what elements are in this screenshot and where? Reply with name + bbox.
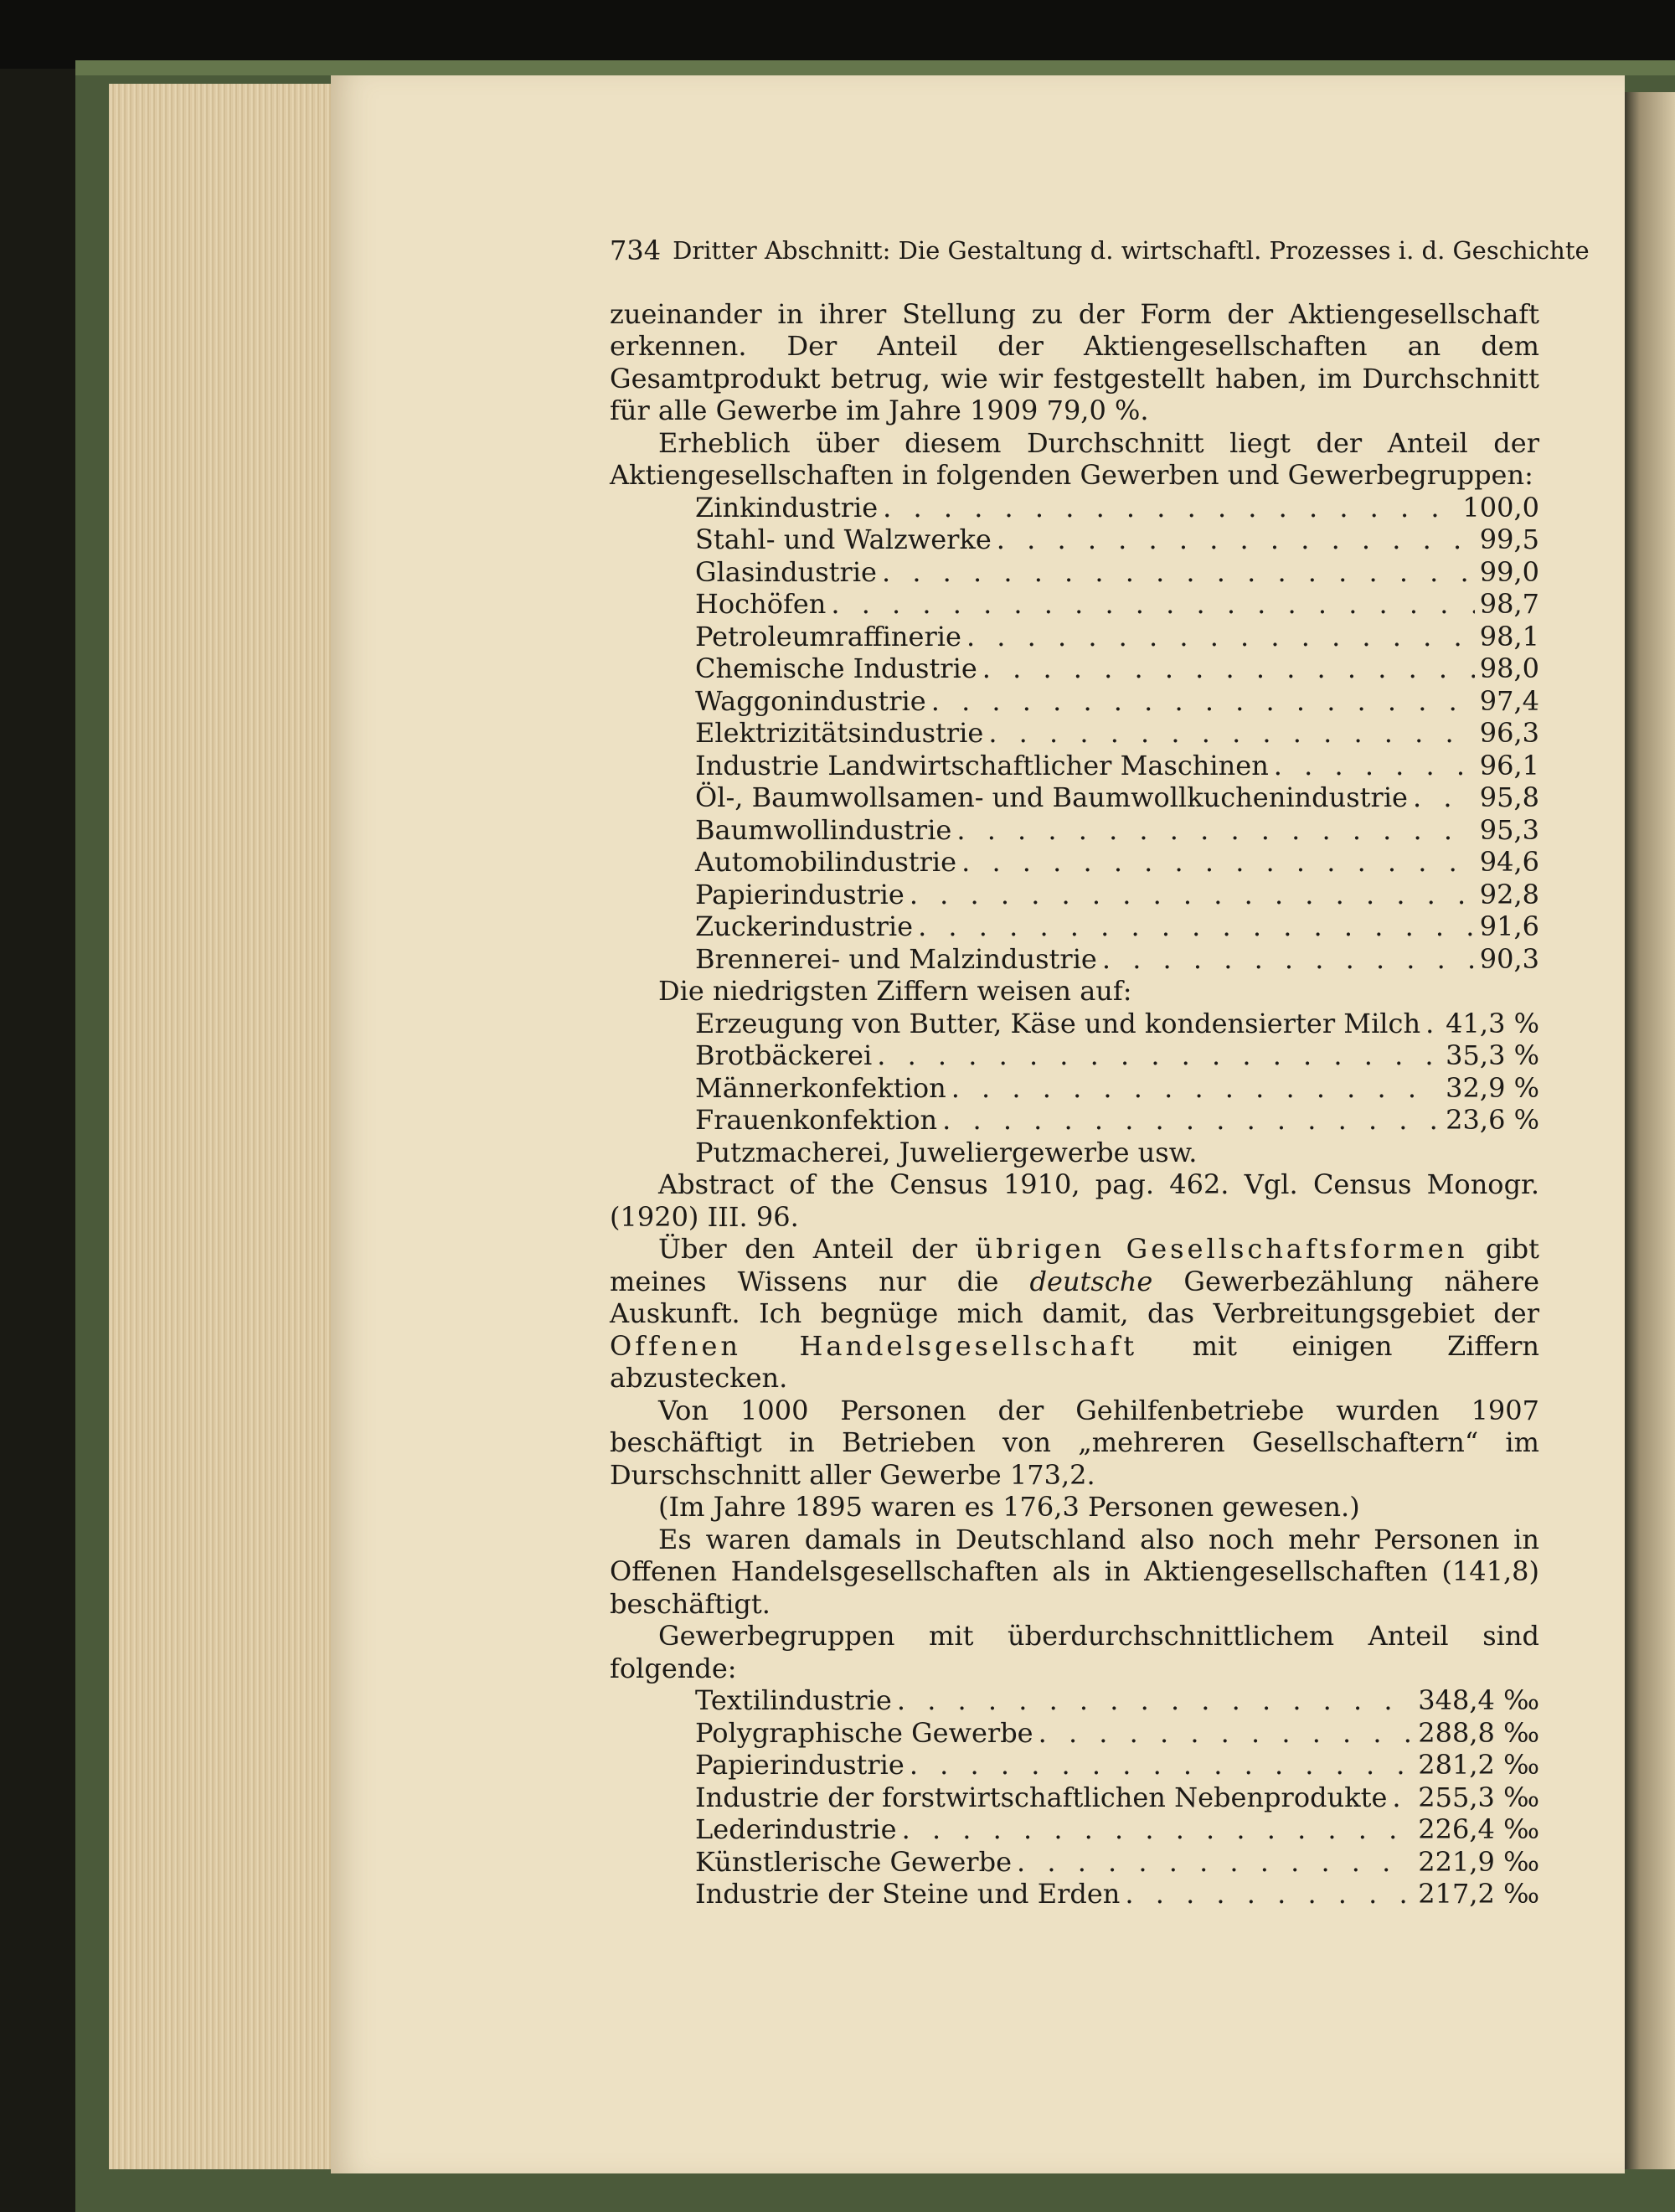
paragraph-6: Von 1000 Personen der Gehilfenbetriebe wurden 1907 beschäftigt in Betrieben von „mehreren Gesellschaftern“ im Durschschnitt aller Gewerbe 173,2. [610,1394,1539,1491]
dot-leader [942,1104,1440,1137]
paragraph-4: Abstract of the Census 1910, pag. 462. Vgl. Census Monogr. (1920) III. 96. [610,1168,1539,1233]
low-share-list [695,1008,1539,1137]
dot-leader [931,685,1475,718]
list-item-value: 98,7 [1479,588,1539,620]
list-item-value: 100,0 [1462,491,1539,523]
list-item-name: Automobilindustrie [695,846,957,878]
list-item-name: Erzeugung von Butter, Käse und kondensierter Milch [695,1007,1421,1039]
list-item-value: 92,8 [1479,878,1539,910]
list-item-name: Künstlerische Gewerbe [695,1845,1013,1878]
list-item-value: 94,6 [1479,846,1539,878]
list-item [695,492,1539,524]
list-item [695,1072,1539,1105]
list-item [695,1008,1539,1040]
paragraph-5 [610,1233,1539,1395]
list-item [695,750,1539,782]
paragraph-2: Erheblich über diesem Durchschnitt liegt der Anteil der Aktiengesellschaften in folgenden Gewerben und Gewerbegruppen: [610,426,1539,491]
list-item [695,1813,1539,1846]
list-item-value: 226,4 ‰ [1418,1813,1539,1845]
list-item-name: Polygraphische Gewerbe [695,1716,1033,1749]
list-item-value: 288,8 ‰ [1418,1716,1539,1749]
list-item [695,685,1539,718]
paragraph-5-italic: deutsche [1029,1265,1153,1297]
page-text-block [610,235,1590,1910]
paragraph-5-part-c: Gewerbezählung nähere Auskunft. Ich begnüge mich damit, das Verbreitungsgebiet der [610,1265,1540,1329]
list-item-name: Öl-, Baumwollsamen- und Baumwollkuchenindustrie [695,781,1408,813]
dot-leader [966,621,1475,653]
list-item [695,879,1539,911]
list-item-value: 23,6 % [1446,1104,1539,1136]
list-item [695,523,1539,556]
paragraph-5-spaced-1: übrigen Gesellschaftsformen [975,1233,1468,1265]
dot-leader [1274,750,1475,782]
list-item [695,1846,1539,1879]
list-item-name: Papierindustrie [695,878,904,910]
dot-leader [988,717,1474,750]
list-item-value: 91,6 [1479,910,1539,942]
list-item-name: Industrie der Steine und Erden [695,1878,1121,1910]
paragraph-5-part-a: Über den Anteil der [658,1233,957,1265]
list-item-value: 97,4 [1479,684,1539,717]
list-item-value: 90,3 [1479,942,1539,975]
list-item-name: Textilindustrie [695,1684,892,1716]
binding-edge [75,60,1675,75]
dot-leader [831,588,1474,621]
list-item-name: Lederindustrie [695,1813,897,1845]
dot-leader [1425,1008,1440,1040]
list-item-name: Männerkonfektion [695,1071,946,1104]
paragraph-5-part-d: mit einigen Ziffern abzustecken. [610,1329,1540,1394]
list-item-value: 99,0 [1479,555,1539,588]
list-item-name: Elektrizitätsindustrie [695,717,984,749]
dot-leader [997,523,1475,556]
list-item-name: Frauenkonfektion [695,1104,938,1136]
list-item-name: Zuckerindustrie [695,910,914,942]
running-header [610,235,1590,267]
list-item-value: 217,2 ‰ [1418,1878,1539,1910]
list-item [695,943,1539,976]
list-item [695,1684,1539,1717]
dot-leader [897,1684,1413,1717]
list-item [695,621,1539,653]
dot-leader [1392,1781,1413,1814]
list-item [695,1749,1539,1781]
dot-leader [1017,1846,1413,1879]
list-item [695,814,1539,847]
list-item-name: Papierindustrie [695,1749,904,1781]
list-item [695,717,1539,750]
list-item-value: 95,8 [1479,781,1539,813]
list-item [695,1781,1539,1814]
dot-leader [918,910,1475,943]
page-number: 734 [610,235,662,266]
list-item-value: 281,2 ‰ [1418,1749,1539,1781]
list-item-name: Petroleumraffinerie [695,620,961,652]
running-header-title: Dritter Abschnitt: Die Gestaltung d. wirtschaftl. Prozesses i. d. Geschichte [673,236,1590,265]
list-item [695,652,1539,685]
list-item-value: 99,5 [1479,523,1539,555]
dot-leader [1102,943,1475,976]
list-item-value: 96,3 [1479,717,1539,749]
dot-leader [883,492,1457,524]
dot-leader [1038,1717,1414,1750]
high-share-list [695,492,1539,976]
page-edge-stack [109,84,343,2169]
paragraph-9: Gewerbegruppen mit überdurchschnittlichem Anteil sind folgende: [610,1620,1539,1684]
list-item-value: 35,3 % [1446,1039,1539,1071]
list-item-name: Industrie der forstwirtschaftlichen Nebenprodukte [695,1781,1388,1813]
list-item [695,910,1539,943]
list-item-value: 98,0 [1479,652,1539,684]
paragraph-5-spaced-2: Offenen Handelsgesellschaft [610,1329,1138,1362]
list-item-value: 96,1 [1479,749,1539,781]
low-list-tail: Putzmacherei, Juweliergewerbe usw. [695,1136,1198,1168]
dot-leader [882,556,1475,589]
list-item-name: Brotbäckerei [695,1039,873,1071]
dot-leader [1125,1878,1413,1910]
list-item-name: Glasindustrie [695,555,877,588]
dot-leader [961,846,1475,879]
list-item [695,1104,1539,1137]
list-item-name: Industrie Landwirtschaftlicher Maschinen [695,749,1269,781]
list-item-value: 41,3 % [1446,1007,1539,1039]
list-item-value: 98,1 [1479,620,1539,652]
dot-leader [956,814,1474,847]
paragraph-5-part-b: gibt meines Wissens nur die [610,1233,1540,1297]
list-item-name: Baumwollindustrie [695,813,952,846]
cover-top-shadow [0,0,1675,69]
list-item-value: 32,9 % [1446,1071,1539,1104]
list-item-value: 221,9 ‰ [1418,1845,1539,1878]
list-item-name: Stahl- und Walzwerke [695,523,992,555]
list-item [695,846,1539,879]
list-item-name: Waggonindustrie [695,684,926,717]
list-item [695,781,1539,814]
list-item-name: Brennerei- und Malzindustrie [695,942,1097,975]
list-item-value: 95,3 [1479,813,1539,846]
list-item [695,1039,1539,1072]
list-item [695,588,1539,621]
dot-leader [1413,781,1475,814]
paragraph-1: zueinander in ihrer Stellung zu der Form der Aktiengesellschaft erkennen. Der Anteil der Aktiengesellschaften an dem Gesamtprodukt betrug, wie wir festgestellt haben, im Durchschnitt für alle Gewerbe im Jahre 1909 79,0 %. [610,297,1539,426]
permille-list [695,1684,1539,1910]
list-item-value: 255,3 ‰ [1418,1781,1539,1813]
dot-leader [951,1072,1440,1105]
dot-leader [910,879,1475,911]
paragraph-8: Es waren damals in Deutschland also noch mehr Personen in Offenen Handelsgesellschaften als in Aktiengesellschaften (141,8) beschäftigt. [610,1523,1539,1620]
paragraph-3: Die niedrigsten Ziffern weisen auf: [658,975,1132,1007]
list-item [695,1878,1539,1910]
facing-page-edge [1625,92,1675,2169]
list-item [695,1717,1539,1750]
dot-leader [902,1813,1414,1846]
paragraph-7: (Im Jahre 1895 waren es 176,3 Personen gewesen.) [658,1491,1360,1523]
dot-leader [982,652,1475,685]
list-item-name: Zinkindustrie [695,491,879,523]
list-item-value: 348,4 ‰ [1418,1684,1539,1716]
list-item [695,556,1539,589]
list-item-name: Hochöfen [695,588,827,620]
dot-leader [877,1039,1440,1072]
list-item-name: Chemische Industrie [695,652,977,684]
dot-leader [910,1749,1413,1781]
